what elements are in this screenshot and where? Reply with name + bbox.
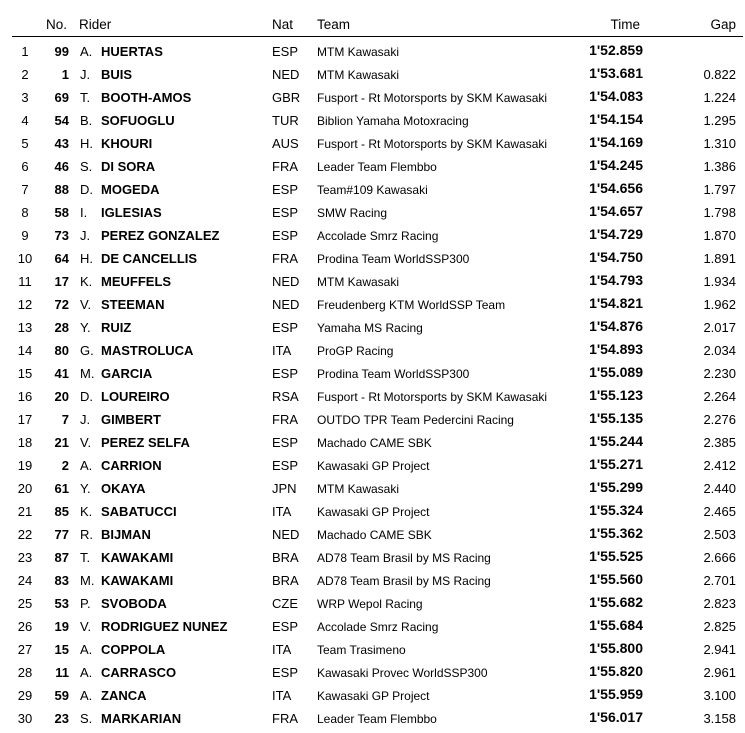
rider-number-cell: 1: [61, 67, 69, 82]
rider-name-cell: MARKARIAN: [101, 711, 182, 726]
table-row: [0, 109, 745, 132]
team-cell: Freudenberg KTM WorldSSP Team: [317, 298, 506, 312]
gap-cell: 2.823: [703, 596, 736, 611]
nationality-cell: FRA: [272, 159, 298, 174]
rider-number-cell: 61: [54, 481, 69, 496]
gap-cell: 2.276: [703, 412, 736, 427]
nationality-cell: NED: [272, 297, 300, 312]
position-cell: 28: [17, 665, 33, 680]
time-cell: 1'54.083: [589, 88, 643, 104]
nationality-cell: NED: [272, 527, 300, 542]
nationality-cell: AUS: [272, 136, 299, 151]
rider-name-cell: PEREZ GONZALEZ: [101, 228, 220, 243]
position-cell: 15: [17, 366, 33, 381]
gap-cell: 2.503: [703, 527, 736, 542]
table-row: [0, 523, 745, 546]
nationality-cell: FRA: [272, 711, 298, 726]
table-row: [0, 316, 745, 339]
header-team: Team: [317, 17, 351, 32]
team-cell: Kawasaki GP Project: [317, 689, 430, 703]
nationality-cell: FRA: [272, 251, 298, 266]
rider-number-cell: 11: [55, 665, 69, 680]
rider-initial-cell: V.: [80, 619, 92, 634]
gap-cell: 2.941: [703, 642, 736, 657]
gap-cell: 2.230: [703, 366, 736, 381]
table-row: [0, 63, 745, 86]
gap-cell: 0.822: [703, 67, 736, 82]
rider-number-cell: 17: [54, 274, 69, 289]
rider-number-cell: 43: [54, 136, 69, 151]
rider-initial-cell: J.: [80, 412, 91, 427]
table-row: [0, 132, 745, 155]
rider-initial-cell: I.: [80, 205, 88, 220]
nationality-cell: ESP: [272, 665, 299, 680]
rider-initial-cell: J.: [80, 228, 91, 243]
rider-number-cell: 58: [54, 205, 69, 220]
nationality-cell: ITA: [272, 504, 292, 519]
team-cell: SMW Racing: [317, 206, 388, 220]
team-cell: Yamaha MS Racing: [317, 321, 423, 335]
team-cell: OUTDO TPR Team Pedercini Racing: [317, 413, 514, 427]
rider-initial-cell: A.: [80, 44, 93, 59]
table-row: [0, 201, 745, 224]
rider-name-cell: LOUREIRO: [101, 389, 170, 404]
position-cell: 3: [21, 90, 29, 105]
team-cell: MTM Kawasaki: [317, 275, 400, 289]
time-cell: 1'54.893: [589, 341, 643, 357]
time-cell: 1'55.244: [589, 433, 643, 449]
position-cell: 2: [21, 67, 29, 82]
rider-number-cell: 85: [54, 504, 69, 519]
time-cell: 1'55.089: [589, 364, 643, 380]
team-cell: Machado CAME SBK: [317, 528, 432, 542]
gap-cell: 1.962: [703, 297, 736, 312]
time-cell: 1'54.876: [589, 318, 643, 334]
position-cell: 30: [17, 711, 33, 726]
rider-number-cell: 87: [54, 550, 69, 565]
position-cell: 26: [17, 619, 33, 634]
gap-cell: 1.798: [703, 205, 736, 220]
nationality-cell: GBR: [272, 90, 301, 105]
rider-initial-cell: H.: [80, 136, 93, 151]
rider-number-cell: 73: [54, 228, 69, 243]
rider-name-cell: IGLESIAS: [101, 205, 162, 220]
table-row: [0, 86, 745, 109]
team-cell: Leader Team Flembbo: [317, 160, 437, 174]
gap-cell: 1.310: [703, 136, 736, 151]
table-row: [0, 293, 745, 316]
rider-number-cell: 59: [54, 688, 69, 703]
table-row: [0, 270, 745, 293]
team-cell: AD78 Team Brasil by MS Racing: [317, 551, 491, 565]
header-rider: Rider: [79, 17, 112, 32]
rider-name-cell: MOGEDA: [101, 182, 160, 197]
rider-number-cell: 83: [54, 573, 69, 588]
rider-name-cell: STEEMAN: [101, 297, 165, 312]
gap-cell: 2.017: [703, 320, 736, 335]
position-cell: 10: [17, 251, 33, 266]
gap-cell: 2.264: [703, 389, 736, 404]
rider-number-cell: 19: [54, 619, 69, 634]
rider-number-cell: 72: [54, 297, 69, 312]
header-divider: [12, 36, 743, 37]
rider-number-cell: 7: [61, 412, 69, 427]
nationality-cell: TUR: [272, 113, 299, 128]
header-no: No.: [46, 17, 68, 32]
rider-initial-cell: P.: [80, 596, 91, 611]
gap-cell: 1.891: [703, 251, 736, 266]
rider-name-cell: RUIZ: [101, 320, 132, 335]
rider-name-cell: COPPOLA: [101, 642, 166, 657]
rider-initial-cell: R.: [80, 527, 93, 542]
nationality-cell: ESP: [272, 320, 299, 335]
time-cell: 1'55.560: [589, 571, 643, 587]
gap-cell: 1.224: [703, 90, 736, 105]
position-cell: 27: [17, 642, 33, 657]
rider-name-cell: MASTROLUCA: [101, 343, 194, 358]
team-cell: Accolade Smrz Racing: [317, 229, 439, 243]
rider-name-cell: ZANCA: [101, 688, 147, 703]
rider-number-cell: 41: [54, 366, 69, 381]
table-row: [0, 339, 745, 362]
time-cell: 1'52.859: [589, 42, 643, 58]
results-table: [0, 40, 745, 730]
rider-number-cell: 28: [54, 320, 69, 335]
rider-name-cell: GIMBERT: [101, 412, 161, 427]
team-cell: ProGP Racing: [317, 344, 394, 358]
rider-initial-cell: T.: [80, 550, 91, 565]
rider-initial-cell: D.: [80, 182, 93, 197]
nationality-cell: ESP: [272, 619, 299, 634]
nationality-cell: ESP: [272, 228, 299, 243]
table-row: [0, 592, 745, 615]
nationality-cell: ITA: [272, 343, 292, 358]
rider-initial-cell: J.: [80, 67, 91, 82]
table-row: [0, 40, 745, 63]
position-cell: 5: [21, 136, 29, 151]
rider-name-cell: GARCIA: [101, 366, 153, 381]
position-cell: 9: [21, 228, 29, 243]
team-cell: MTM Kawasaki: [317, 68, 400, 82]
time-cell: 1'55.271: [589, 456, 643, 472]
table-row: [0, 569, 745, 592]
position-cell: 6: [21, 159, 29, 174]
position-cell: 12: [17, 297, 33, 312]
rider-name-cell: PEREZ SELFA: [101, 435, 190, 450]
table-row: [0, 454, 745, 477]
team-cell: Biblion Yamaha Motoxracing: [317, 114, 469, 128]
gap-cell: 2.701: [703, 573, 736, 588]
table-row: [0, 707, 745, 730]
rider-initial-cell: A.: [80, 458, 93, 473]
table-row: [0, 684, 745, 707]
rider-initial-cell: M.: [80, 366, 95, 381]
time-cell: 1'53.681: [589, 65, 643, 81]
rider-number-cell: 77: [54, 527, 69, 542]
time-cell: 1'55.123: [589, 387, 643, 403]
position-cell: 22: [17, 527, 33, 542]
nationality-cell: ESP: [272, 205, 299, 220]
rider-number-cell: 15: [54, 642, 69, 657]
rider-name-cell: CARRION: [101, 458, 162, 473]
table-row: [0, 661, 745, 684]
table-row: [0, 178, 745, 201]
gap-cell: 2.666: [703, 550, 736, 565]
position-cell: 7: [21, 182, 29, 197]
nationality-cell: ESP: [272, 366, 299, 381]
header-time: Time: [610, 17, 640, 32]
rider-name-cell: SVOBODA: [101, 596, 167, 611]
position-cell: 23: [17, 550, 33, 565]
nationality-cell: NED: [272, 274, 300, 289]
nationality-cell: ESP: [272, 44, 299, 59]
table-header: [0, 17, 745, 37]
rider-initial-cell: M.: [80, 573, 95, 588]
team-cell: Fusport - Rt Motorsports by SKM Kawasaki: [317, 91, 548, 105]
rider-number-cell: 23: [54, 711, 69, 726]
time-cell: 1'55.959: [589, 686, 643, 702]
rider-name-cell: SOFUOGLU: [101, 113, 175, 128]
rider-name-cell: KHOURI: [101, 136, 153, 151]
table-row: [0, 362, 745, 385]
rider-initial-cell: V.: [80, 435, 92, 450]
nationality-cell: ESP: [272, 458, 299, 473]
rider-initial-cell: V.: [80, 297, 92, 312]
team-cell: Kawasaki GP Project: [317, 459, 430, 473]
time-cell: 1'54.154: [589, 111, 643, 127]
team-cell: Team Trasimeno: [317, 643, 406, 657]
gap-cell: 2.412: [703, 458, 736, 473]
nationality-cell: CZE: [272, 596, 298, 611]
position-cell: 4: [21, 113, 29, 128]
rider-initial-cell: D.: [80, 389, 93, 404]
table-row: [0, 638, 745, 661]
gap-cell: 2.034: [703, 343, 736, 358]
time-cell: 1'54.750: [589, 249, 643, 265]
table-row: [0, 431, 745, 454]
gap-cell: 1.295: [703, 113, 736, 128]
header-nat: Nat: [272, 17, 294, 32]
table-row: [0, 247, 745, 270]
position-cell: 14: [17, 343, 33, 358]
table-row: [0, 224, 745, 247]
rider-number-cell: 64: [54, 251, 69, 266]
gap-cell: 2.961: [703, 665, 736, 680]
rider-initial-cell: K.: [80, 274, 93, 289]
gap-cell: 3.100: [703, 688, 736, 703]
rider-initial-cell: T.: [80, 90, 91, 105]
position-cell: 8: [21, 205, 29, 220]
rider-initial-cell: K.: [80, 504, 93, 519]
position-cell: 1: [21, 44, 29, 59]
rider-name-cell: KAWAKAMI: [101, 573, 174, 588]
gap-cell: 2.385: [703, 435, 736, 450]
table-row: [0, 408, 745, 431]
time-cell: 1'54.793: [589, 272, 643, 288]
rider-number-cell: 99: [54, 44, 69, 59]
rider-initial-cell: A.: [80, 688, 93, 703]
position-cell: 19: [17, 458, 33, 473]
position-cell: 25: [17, 596, 33, 611]
rider-name-cell: BIJMAN: [101, 527, 151, 542]
time-cell: 1'54.656: [589, 180, 643, 196]
rider-name-cell: DE CANCELLIS: [101, 251, 198, 266]
rider-initial-cell: Y.: [80, 481, 91, 496]
rider-initial-cell: B.: [80, 113, 93, 128]
rider-name-cell: CARRASCO: [101, 665, 177, 680]
rider-number-cell: 20: [54, 389, 69, 404]
gap-cell: 1.797: [703, 182, 736, 197]
team-cell: Leader Team Flembbo: [317, 712, 437, 726]
team-cell: Fusport - Rt Motorsports by SKM Kawasaki: [317, 137, 548, 151]
time-cell: 1'55.684: [589, 617, 643, 633]
team-cell: Accolade Smrz Racing: [317, 620, 439, 634]
position-cell: 13: [17, 320, 33, 335]
position-cell: 20: [17, 481, 33, 496]
rider-initial-cell: A.: [80, 642, 93, 657]
position-cell: 16: [17, 389, 33, 404]
time-cell: 1'55.324: [589, 502, 643, 518]
nationality-cell: ITA: [272, 642, 292, 657]
gap-cell: 2.440: [703, 481, 736, 496]
rider-initial-cell: Y.: [80, 320, 91, 335]
rider-name-cell: BOOTH-AMOS: [101, 90, 192, 105]
time-cell: 1'55.362: [589, 525, 643, 541]
table-row: [0, 615, 745, 638]
time-cell: 1'54.657: [589, 203, 643, 219]
table-row: [0, 477, 745, 500]
nationality-cell: ESP: [272, 435, 299, 450]
rider-number-cell: 80: [54, 343, 69, 358]
rider-initial-cell: G.: [80, 343, 94, 358]
rider-number-cell: 46: [54, 159, 69, 174]
table-row: [0, 155, 745, 178]
position-cell: 11: [18, 274, 32, 289]
position-cell: 18: [17, 435, 33, 450]
table-row: [0, 546, 745, 569]
rider-number-cell: 21: [54, 435, 69, 450]
nationality-cell: BRA: [272, 573, 299, 588]
team-cell: Kawasaki GP Project: [317, 505, 430, 519]
team-cell: MTM Kawasaki: [317, 482, 400, 496]
time-cell: 1'55.800: [589, 640, 643, 656]
rider-number-cell: 69: [54, 90, 69, 105]
gap-cell: 3.158: [703, 711, 736, 726]
rider-name-cell: SABATUCCI: [101, 504, 177, 519]
nationality-cell: BRA: [272, 550, 299, 565]
gap-cell: 2.825: [703, 619, 736, 634]
rider-initial-cell: A.: [80, 665, 93, 680]
rider-number-cell: 54: [54, 113, 69, 128]
time-cell: 1'55.820: [589, 663, 643, 679]
team-cell: Team#109 Kawasaki: [317, 183, 428, 197]
time-cell: 1'56.017: [589, 709, 643, 725]
team-cell: Fusport - Rt Motorsports by SKM Kawasaki: [317, 390, 548, 404]
rider-number-cell: 88: [54, 182, 69, 197]
rider-number-cell: 2: [61, 458, 69, 473]
team-cell: Machado CAME SBK: [317, 436, 432, 450]
position-cell: 21: [17, 504, 33, 519]
gap-cell: 2.465: [703, 504, 736, 519]
time-cell: 1'55.135: [589, 410, 643, 426]
gap-cell: 1.870: [703, 228, 736, 243]
team-cell: Prodina Team WorldSSP300: [317, 252, 470, 266]
team-cell: WRP Wepol Racing: [317, 597, 423, 611]
team-cell: Prodina Team WorldSSP300: [317, 367, 470, 381]
nationality-cell: JPN: [272, 481, 297, 496]
team-cell: AD78 Team Brasil by MS Racing: [317, 574, 491, 588]
time-cell: 1'54.169: [589, 134, 643, 150]
time-cell: 1'55.525: [589, 548, 643, 564]
time-cell: 1'54.821: [589, 295, 643, 311]
nationality-cell: ITA: [272, 688, 292, 703]
rider-name-cell: KAWAKAMI: [101, 550, 174, 565]
rider-initial-cell: S.: [80, 159, 93, 174]
nationality-cell: RSA: [272, 389, 299, 404]
time-cell: 1'54.729: [589, 226, 643, 242]
team-cell: Kawasaki Provec WorldSSP300: [317, 666, 488, 680]
table-row: [0, 500, 745, 523]
position-cell: 29: [17, 688, 33, 703]
nationality-cell: FRA: [272, 412, 298, 427]
rider-name-cell: OKAYA: [101, 481, 146, 496]
position-cell: 17: [17, 412, 33, 427]
time-cell: 1'55.682: [589, 594, 643, 610]
rider-initial-cell: H.: [80, 251, 93, 266]
rider-name-cell: DI SORA: [101, 159, 156, 174]
rider-name-cell: MEUFFELS: [101, 274, 172, 289]
rider-name-cell: RODRIGUEZ NUNEZ: [101, 619, 228, 634]
rider-initial-cell: S.: [80, 711, 93, 726]
rider-name-cell: HUERTAS: [101, 44, 163, 59]
time-cell: 1'55.299: [589, 479, 643, 495]
team-cell: MTM Kawasaki: [317, 45, 400, 59]
gap-cell: 1.934: [703, 274, 736, 289]
position-cell: 24: [17, 573, 33, 588]
rider-name-cell: BUIS: [101, 67, 133, 82]
rider-number-cell: 53: [54, 596, 69, 611]
nationality-cell: ESP: [272, 182, 299, 197]
gap-cell: 1.386: [703, 159, 736, 174]
nationality-cell: NED: [272, 67, 300, 82]
header-gap: Gap: [710, 17, 736, 32]
time-cell: 1'54.245: [589, 157, 643, 173]
table-row: [0, 385, 745, 408]
